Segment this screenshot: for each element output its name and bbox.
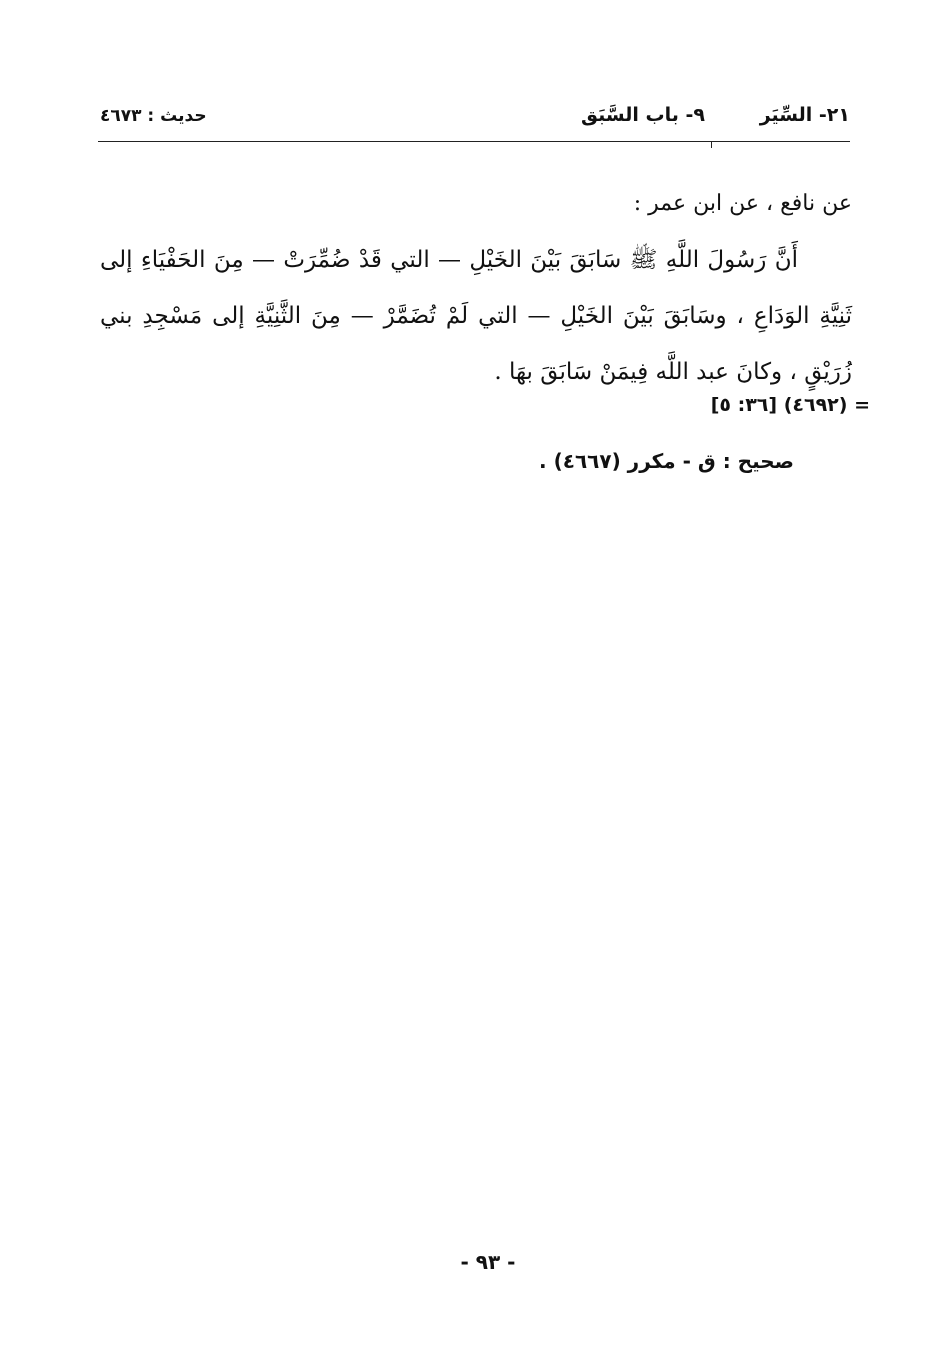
header-divider <box>98 141 850 142</box>
cross-reference: = (٤٦٩٢) [٣٦: ٥] <box>710 394 870 416</box>
header-divider-tick <box>711 141 712 148</box>
page-number: - ٩٣ - <box>460 1250 516 1274</box>
running-header <box>98 100 850 136</box>
hadith-grade: صحيح : ق - مكرر (٤٦٦٧) . <box>539 449 794 473</box>
isnad-text: عن نافع ، عن ابن عمر : <box>633 191 852 216</box>
hadith-number-label: حديث : ٤٦٧٣ <box>100 106 207 126</box>
section-title: ٩- باب السَّبَق <box>581 104 705 126</box>
hadith-body <box>100 182 852 400</box>
matn-text: أَنَّ رَسُولَ اللَّهِ ﷺ سَابَقَ بَيْنَ الخَيْلِ — التي قَدْ ضُمِّرَتْ — مِنَ الحَفْيَاءِ إلى ثَنِيَّةِ الوَدَاعِ ، وسَابَقَ بَيْنَ الخَيْلِ — التي لَمْ تُضَمَّرْ — مِنَ الثَّنِيَّةِ إلى مَسْجِدِ بني زُرَيْقٍ ، وكانَ عبد اللَّه فِيمَنْ سَابَقَ بهَا . <box>100 247 852 385</box>
chapter-title: ٢١- السِّيَر <box>759 104 850 126</box>
